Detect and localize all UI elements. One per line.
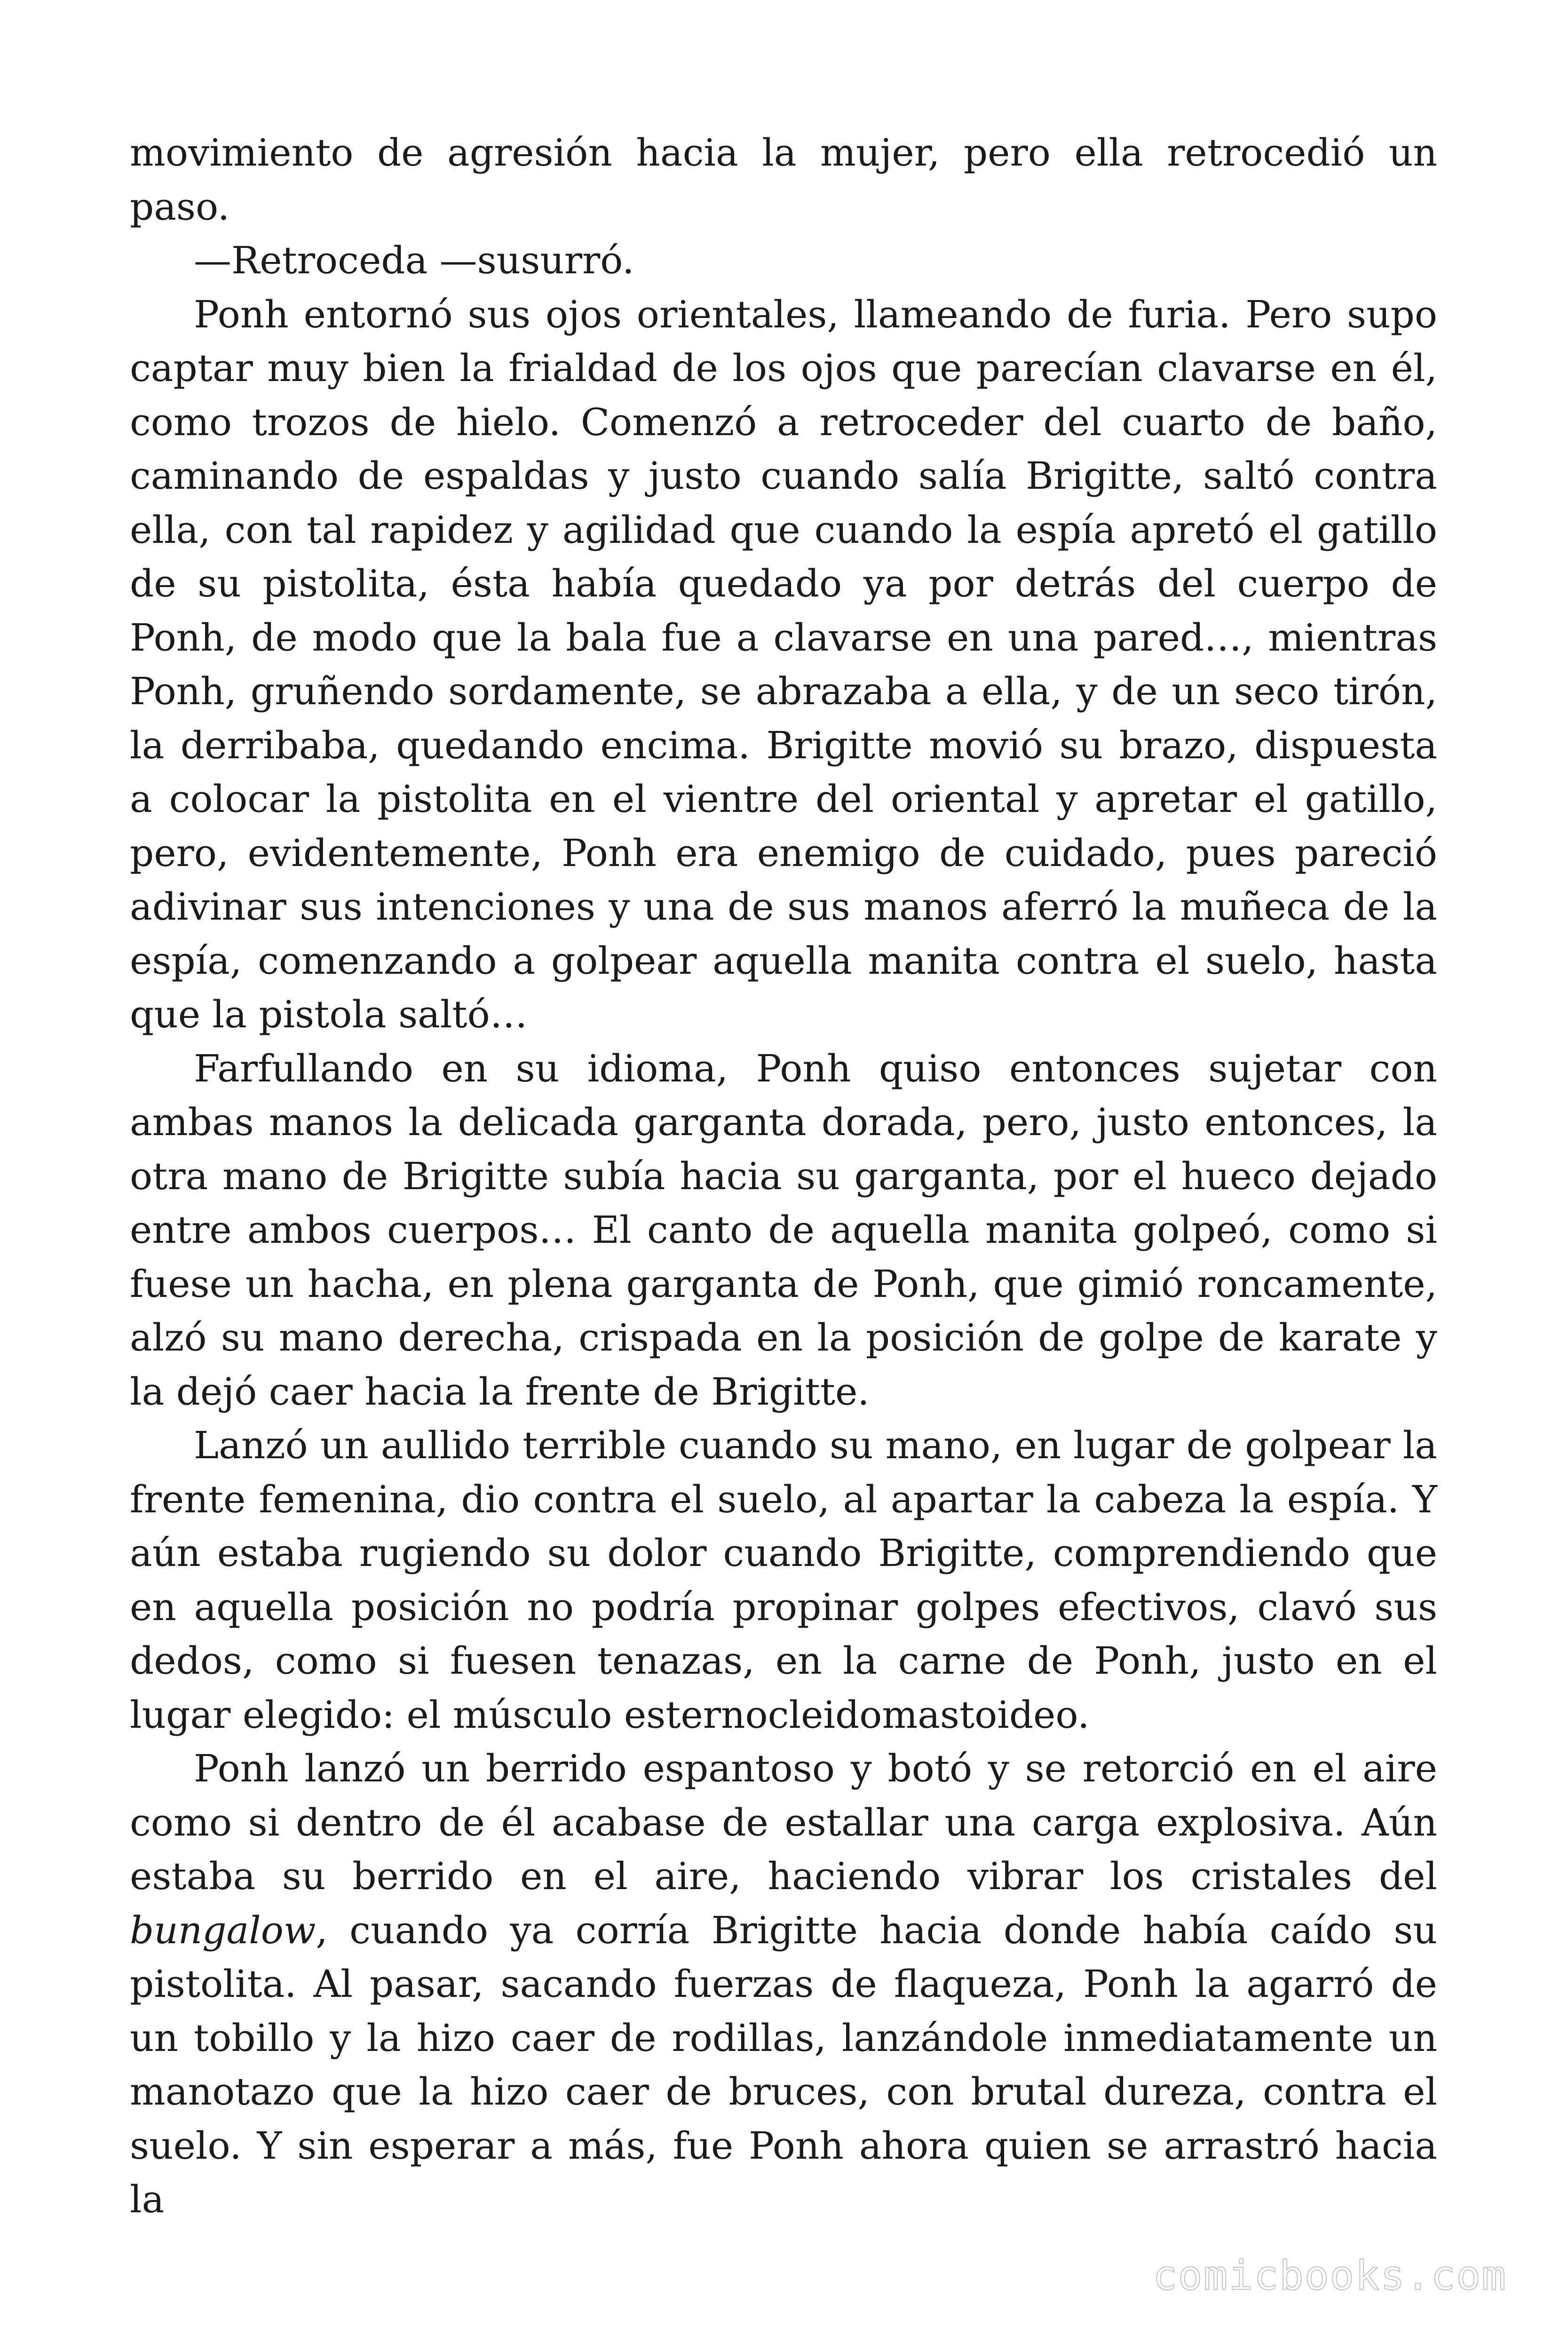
paragraph-4: Farfullando en su idioma, Ponh quiso entonces sujetar con ambas manos la delicada garganta dorada, pero, justo entonces, la otra mano de Brigitte subía hacia su garganta, por el hueco dejado entre ambos cuerpos… El canto de aquella manita golpeó, como si fuese un hacha, en plena garganta de Ponh, que gimió roncamente, alzó su mano derecha, crispada en la posición de golpe de karate y la dejó caer hacia la frente de Brigitte. [130, 1046, 1437, 1414]
paragraph-6 [130, 1742, 1437, 2227]
paragraph-3: Ponh entornó sus ojos orientales, llameando de furia. Pero supo captar muy bien la frialdad de los ojos que parecían clavarse en él, como trozos de hielo. Comenzó a retroceder del cuarto de baño, caminando de espaldas y justo cuando salía Brigitte, saltó contra ella, con tal rapidez y agilidad que cuando la espía apretó el gatillo de su pistolita, ésta había quedado ya por detrás del cuerpo de Ponh, de modo que la bala fue a clavarse en una pared…, mientras Ponh, gruñendo sordamente, se abrazaba a ella, y de un seco tirón, la derribaba, quedando encima. Brigitte movió su brazo, dispuesta a colocar la pistolita en el vientre del oriental y apretar el gatillo, pero, evidentemente, Ponh era enemigo de cuidado, pues pareció adivinar sus intenciones y una de sus manos aferró la muñeca de la espía, comenzando a golpear aquella manita contra el suelo, hasta que la pistola saltó… [130, 292, 1437, 1036]
paragraph-2: —Retroceda —susurró. [194, 238, 634, 282]
paragraph-1: movimiento de agresión hacia la mujer, pero ella retrocedió un paso. [130, 131, 1437, 229]
body-text [130, 126, 1437, 2227]
paragraph-6-part-2: , cuando ya corría Brigitte hacia donde había caído su pistolita. Al pasar, sacando fuerzas de flaqueza, Ponh la agarró de un tobillo y la hizo caer de rodillas, lanzándole inmediatamente un manotazo que la hizo caer de bruces, con brutal dureza, contra el suelo. Y sin esperar a más, fue Ponh ahora quien se arrastró hacia la [130, 1908, 1437, 2221]
paragraph-5: Lanzó un aullido terrible cuando su mano, en lugar de golpear la frente femenina, dio contra el suelo, al apartar la cabeza la espía. Y aún estaba rugiendo su dolor cuando Brigitte, comprendiendo que en aquella posición no podría propinar golpes efectivos, clavó sus dedos, como si fuesen tenazas, en la carne de Ponh, justo en el lugar elegido: el músculo esternocleidomastoideo. [130, 1423, 1437, 1737]
italic-word: bungalow [130, 1908, 316, 1952]
page-body [130, 126, 1437, 2227]
watermark: comicbooks.com [1153, 2252, 1507, 2299]
paragraph-6-part-1: Ponh lanzó un berrido espantoso y botó y se retorció en el aire como si dentro de él acabase de estallar una carga explosiva. Aún estaba su berrido en el aire, haciendo vibrar los cristales del [130, 1747, 1437, 1898]
